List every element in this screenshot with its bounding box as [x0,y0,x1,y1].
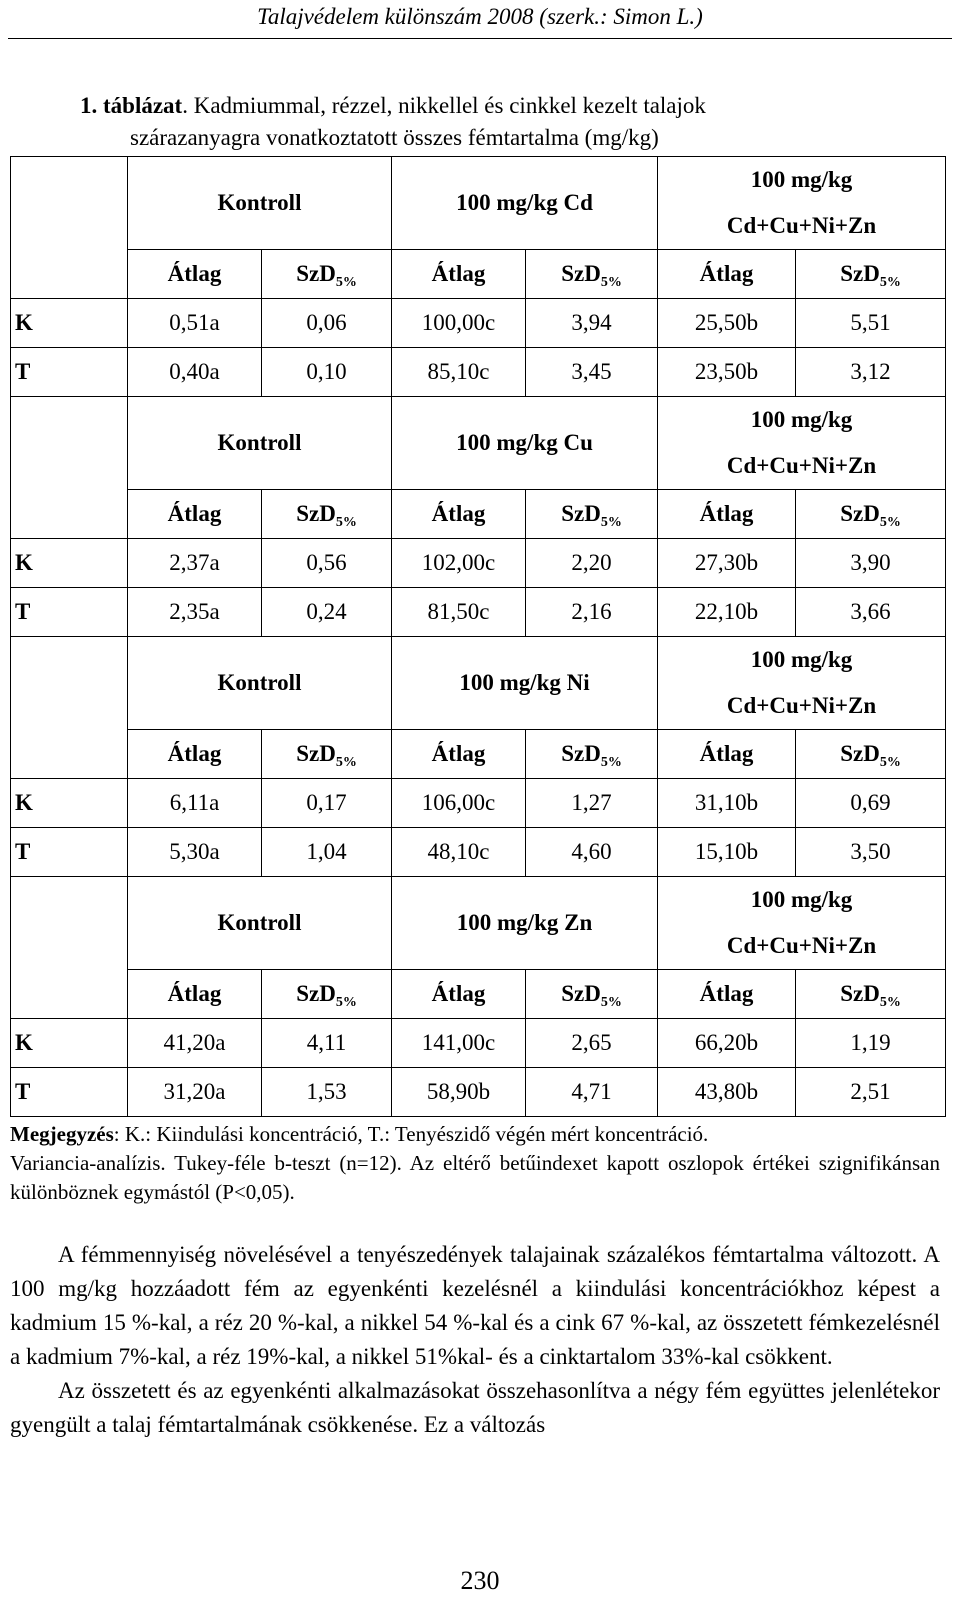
control-header [128,637,392,730]
cell-value: 1,27 [571,790,612,815]
cell-value: 1,53 [306,1079,347,1104]
cell-value: 1,04 [306,839,347,864]
table-cell [796,779,946,828]
control-label: Kontroll [217,430,302,455]
sd-subscript: 5% [879,995,901,1010]
cell-value: 2,20 [571,550,612,575]
body-text [10,1238,940,1442]
mean-header [392,970,526,1019]
mean-label: Átlag [431,261,486,286]
table-cell [658,539,796,588]
table-row [11,539,946,588]
cell-value: 3,45 [571,359,612,384]
cell-value: 102,00c [421,550,496,575]
sd-header [262,970,392,1019]
mean-header [392,490,526,539]
mean-header [128,250,262,299]
cell-value: 5,30a [169,839,220,864]
note-line2: Variancia-analízis. Tukey-féle b-teszt (n=12). Az eltérő betűindexet kapott oszlopok értékei szignifikánsan különböznek egymástól (P<0,05). [10,1151,940,1204]
cell-value: 2,37a [169,550,220,575]
mean-header [128,970,262,1019]
cell-value: 58,90b [426,1079,491,1104]
sd-label: SzD [296,981,336,1006]
row-label-text: K [15,310,33,335]
cell-value: 0,06 [306,310,347,335]
table-cell [796,348,946,397]
empty-cell [11,157,128,250]
row-label [11,779,128,828]
table-row [11,1019,946,1068]
row-label-text: T [15,359,31,384]
mean-header [658,730,796,779]
table-cell [796,539,946,588]
cell-value: 0,10 [306,359,347,384]
empty-cell [11,637,128,730]
table-cell [796,299,946,348]
metal-content-table [10,156,946,1117]
sd-subscript: 5% [600,515,622,530]
cell-value: 4,71 [571,1079,612,1104]
caption-label: 1. táblázat [80,93,183,118]
cell-value: 0,69 [850,790,891,815]
cell-value: 3,12 [850,359,891,384]
sd-header [262,490,392,539]
row-label [11,1068,128,1117]
table-cell [526,828,658,877]
sd-label: SzD [840,261,880,286]
row-label-text: T [15,839,31,864]
sd-label: SzD [296,261,336,286]
paragraph: A fémmennyiség növelésével a tenyészedények talajainak százalékos fémtartalma változott. A 100 mg/kg hozzáadott fém az egyenkénti kezelésnél a kiindulási koncentrációkhoz képest a kadmium 15 %-kal, a réz 20 %-kal, a nikkel 54 %-kal és a cink 67 %-kal, az összetett fémkezelésnél a kadmium 7%-kal, a réz 19%-kal, a nikkel 51%kal- és a cinktartalom 33%-kal csökkent. [10,1242,940,1369]
cell-value: 3,94 [571,310,612,335]
empty-cell [11,877,128,970]
cell-value: 0,51a [169,310,220,335]
table-cell [262,539,392,588]
cell-value: 3,50 [850,839,891,864]
control-header [128,157,392,250]
cell-value: 0,40a [169,359,220,384]
cell-value: 2,16 [571,599,612,624]
sd-header [262,730,392,779]
row-label [11,299,128,348]
table-note [10,1120,940,1207]
sd-label: SzD [561,741,601,766]
sd-subscript: 5% [335,275,357,290]
cell-value: 23,50b [694,359,759,384]
sd-header [262,250,392,299]
table-row [11,348,946,397]
mean-label: Átlag [699,741,754,766]
mean-label: Átlag [167,261,222,286]
table-cell [128,539,262,588]
mean-header [658,250,796,299]
table-cell [658,779,796,828]
mean-header [128,490,262,539]
sd-header [796,490,946,539]
table-cell [658,1068,796,1117]
mean-label: Átlag [167,501,222,526]
table-cell [262,1019,392,1068]
mean-label: Átlag [699,261,754,286]
sd-label: SzD [840,981,880,1006]
sd-label: SzD [561,501,601,526]
caption-text-line2: szárazanyagra vonatkoztatott összes fémtartalma (mg/kg) [130,125,659,150]
sd-label: SzD [561,981,601,1006]
mixture-header [658,157,946,250]
table-cell [262,1068,392,1117]
mean-header [392,730,526,779]
table-cell [392,828,526,877]
table-body [11,157,946,1117]
subheader-row [11,490,946,539]
table-cell [262,299,392,348]
mean-label: Átlag [431,741,486,766]
table-row [11,299,946,348]
treatment-header [392,637,658,730]
mixture-label-line1: 100 mg/kg [750,647,853,672]
table-cell [526,348,658,397]
table-cell [128,348,262,397]
sd-subscript: 5% [879,515,901,530]
mean-header [658,970,796,1019]
mixture-label-line2: Cd+Cu+Ni+Zn [726,933,877,958]
group-header-row [11,637,946,730]
mixture-label-line2: Cd+Cu+Ni+Zn [726,213,877,238]
mean-label: Átlag [699,981,754,1006]
paragraph: Az összetett és az egyenkénti alkalmazásokat összehasonlítva a négy fém együttes jelenlétekor gyengült a talaj fémtartalmának csökkenése. Ez a változás [10,1378,940,1437]
cell-value: 1,19 [850,1030,891,1055]
treatment-header [392,397,658,490]
mixture-label-line2: Cd+Cu+Ni+Zn [726,693,877,718]
sd-header [796,250,946,299]
sd-label: SzD [561,261,601,286]
cell-value: 31,20a [163,1079,226,1104]
mixture-header [658,637,946,730]
table-cell [526,779,658,828]
mean-label: Átlag [167,981,222,1006]
page-number: 230 [460,1566,500,1595]
table-cell [392,1019,526,1068]
cell-value: 22,10b [694,599,759,624]
table-cell [262,828,392,877]
control-header [128,397,392,490]
empty-cell [11,730,128,779]
cell-value: 15,10b [694,839,759,864]
cell-value: 3,90 [850,550,891,575]
empty-cell [11,250,128,299]
cell-value: 0,24 [306,599,347,624]
note-line1: : K.: Kiindulási koncentráció, T.: Tenyészidő végén mért koncentráció. [113,1122,709,1146]
cell-value: 4,60 [571,839,612,864]
cell-value: 100,00c [421,310,496,335]
table-cell [796,1019,946,1068]
mixture-label-line1: 100 mg/kg [750,167,853,192]
row-label-text: T [15,599,31,624]
cell-value: 2,65 [571,1030,612,1055]
mean-label: Átlag [431,501,486,526]
cell-value: 141,00c [421,1030,496,1055]
cell-value: 4,11 [306,1030,347,1055]
table-cell [392,779,526,828]
mean-label: Átlag [699,501,754,526]
empty-cell [11,490,128,539]
note-label: Megjegyzés [10,1122,114,1146]
cell-value: 66,20b [694,1030,759,1055]
table-row [11,1068,946,1117]
sd-subscript: 5% [600,275,622,290]
table-cell [526,539,658,588]
table-cell [526,1068,658,1117]
cell-value: 41,20a [163,1030,226,1055]
row-label [11,348,128,397]
table-cell [526,1019,658,1068]
table-cell [526,588,658,637]
cell-value: 31,10b [694,790,759,815]
row-label [11,539,128,588]
row-label [11,828,128,877]
table-cell [526,299,658,348]
cell-value: 5,51 [850,310,891,335]
table-cell [392,299,526,348]
row-label-text: K [15,550,33,575]
table-cell [262,348,392,397]
sd-label: SzD [840,501,880,526]
sd-label: SzD [840,741,880,766]
empty-cell [11,397,128,490]
table-cell [262,779,392,828]
table-cell [658,828,796,877]
mean-header [392,250,526,299]
sd-header [526,250,658,299]
treatment-label: 100 mg/kg Cu [456,430,593,455]
mean-label: Átlag [431,981,486,1006]
treatment-label: 100 mg/kg Zn [456,910,593,935]
table-cell [796,828,946,877]
sd-subscript: 5% [600,995,622,1010]
table-cell [658,1019,796,1068]
cell-value: 85,10c [427,359,490,384]
sd-header [526,490,658,539]
row-label [11,588,128,637]
mixture-label-line1: 100 mg/kg [750,407,853,432]
cell-value: 0,17 [306,790,347,815]
table-cell [128,1068,262,1117]
table-cell [128,779,262,828]
table-cell [262,588,392,637]
table-row [11,828,946,877]
sd-header [796,970,946,1019]
table-row [11,588,946,637]
control-label: Kontroll [217,910,302,935]
cell-value: 2,51 [850,1079,891,1104]
cell-value: 43,80b [694,1079,759,1104]
table-cell [392,539,526,588]
mixture-header [658,397,946,490]
table-cell [796,588,946,637]
table-cell [392,348,526,397]
row-label-text: T [15,1079,31,1104]
cell-value: 27,30b [694,550,759,575]
row-label-text: K [15,790,33,815]
mean-header [658,490,796,539]
treatment-label: 100 mg/kg Ni [459,670,590,695]
subheader-row [11,250,946,299]
sd-subscript: 5% [879,755,901,770]
mixture-header [658,877,946,970]
group-header-row [11,397,946,490]
sd-label: SzD [296,501,336,526]
cell-value: 6,11a [169,790,220,815]
group-header-row [11,157,946,250]
table-cell [128,299,262,348]
sd-header [796,730,946,779]
cell-value: 81,50c [427,599,490,624]
cell-value: 48,10c [427,839,490,864]
cell-value: 0,56 [306,550,347,575]
mean-label: Átlag [167,741,222,766]
running-head: Talajvédelem különszám 2008 (szerk.: Simon L.) [257,4,703,29]
control-label: Kontroll [217,190,302,215]
sd-header [526,730,658,779]
cell-value: 106,00c [421,790,496,815]
sd-label: SzD [296,741,336,766]
subheader-row [11,970,946,1019]
treatment-header [392,157,658,250]
table-cell [796,1068,946,1117]
table-cell [128,1019,262,1068]
table-cell [658,588,796,637]
table-cell [128,828,262,877]
table-caption [80,90,960,154]
table-cell [392,588,526,637]
table-cell [392,1068,526,1117]
control-label: Kontroll [217,670,302,695]
table-cell [658,348,796,397]
treatment-header [392,877,658,970]
sd-subscript: 5% [335,755,357,770]
cell-value: 2,35a [169,599,220,624]
table-row [11,779,946,828]
mixture-label-line2: Cd+Cu+Ni+Zn [726,453,877,478]
row-label-text: K [15,1030,33,1055]
control-header [128,877,392,970]
sd-subscript: 5% [335,515,357,530]
sd-subscript: 5% [600,755,622,770]
sd-subscript: 5% [335,995,357,1010]
table-cell [658,299,796,348]
treatment-label: 100 mg/kg Cd [456,190,593,215]
mean-header [128,730,262,779]
subheader-row [11,730,946,779]
caption-text-line1: . Kadmiummal, rézzel, nikkellel és cinkkel kezelt talajok [182,93,706,118]
header-rule [8,38,952,39]
cell-value: 25,50b [694,310,759,335]
group-header-row [11,877,946,970]
row-label [11,1019,128,1068]
table-cell [128,588,262,637]
sd-subscript: 5% [879,275,901,290]
cell-value: 3,66 [850,599,891,624]
mixture-label-line1: 100 mg/kg [750,887,853,912]
empty-cell [11,970,128,1019]
sd-header [526,970,658,1019]
